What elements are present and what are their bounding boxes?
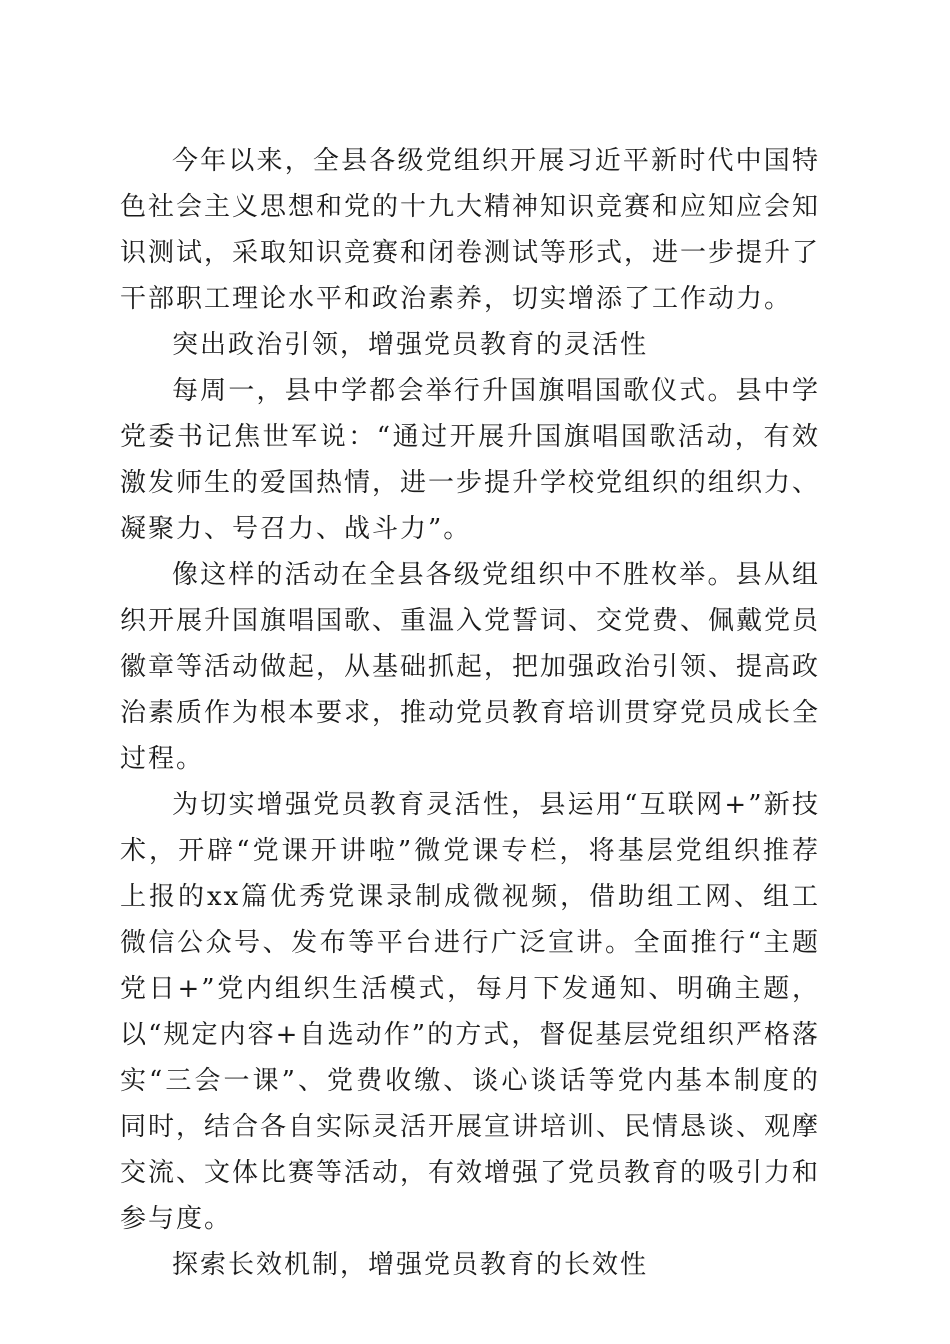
paragraph-internet-plus: 为切实增强党员教育灵活性，县运用“互联网+”新技术，开辟“党课开讲啦”微党课专栏，将基层党组织推荐上报的xx篇优秀党课录制成微视频，借助组工网、组工微信公众号、发布等平台进行广泛宣讲。全面推行“主题党日+”党内组织生活模式，每月下发通知、明确主题，以“规定内容+自选动作”的方式，督促基层党组织严格落实“三会一课”、党费收缴、谈心谈话等党内基本制度的同时，结合各自实际灵活开展宣讲培训、民情恳谈、观摩交流、文体比赛等活动，有效增强了党员教育的吸引力和参与度。: [120, 790, 821, 1234]
section-heading-long-term-mechanism: 探索长效机制，增强党员教育的长效性: [172, 1250, 649, 1280]
paragraph-knowledge-contest: 今年以来，全县各级党组织开展习近平新时代中国特色社会主义思想和党的十九大精神知识竞赛和应知应会知识测试，采取知识竞赛和闭卷测试等形式，进一步提升了干部职工理论水平和政治素养，切实增添了工作动力。: [120, 146, 821, 314]
paragraph-flag-ceremony: 每周一，县中学都会举行升国旗唱国歌仪式。县中学党委书记焦世军说：“通过开展升国旗唱国歌活动，有效激发师生的爱国热情，进一步提升学校党组织的组织力、凝聚力、号召力、战斗力”。: [120, 376, 821, 544]
section-heading-political-guidance: 突出政治引领，增强党员教育的灵活性: [172, 330, 649, 360]
document-page: [120, 138, 820, 1288]
paragraph-activities: 像这样的活动在全县各级党组织中不胜枚举。县从组织开展升国旗唱国歌、重温入党誓词、交党费、佩戴党员徽章等活动做起，从基础抓起，把加强政治引领、提高政治素质作为根本要求，推动党员教育培训贯穿党员成长全过程。: [120, 560, 821, 774]
